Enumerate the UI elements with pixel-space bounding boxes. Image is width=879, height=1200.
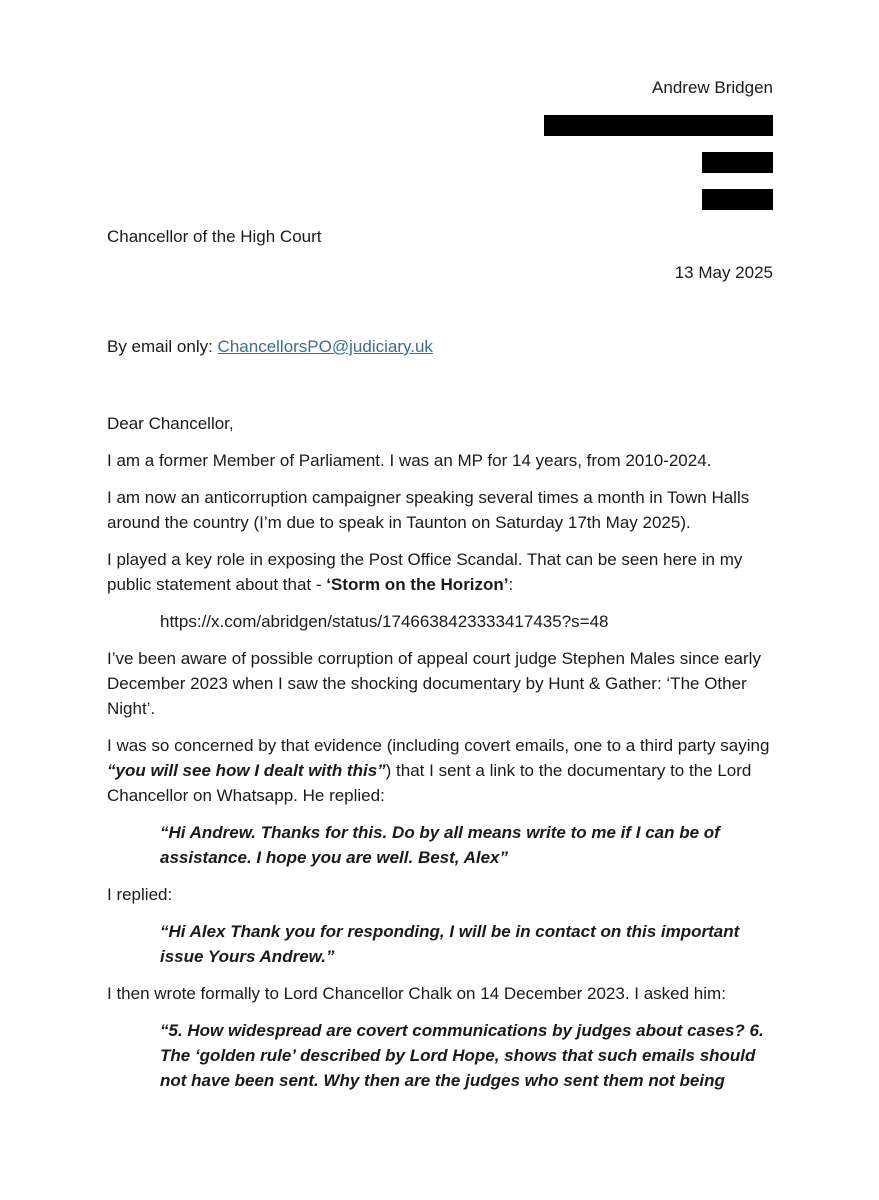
redacted-address-line-1: [544, 115, 773, 136]
quote-3: “5. How widespread are covert communications by judges about cases? 6. The ‘golden rule’ described by Lord Hope, shows that such emails should not have been sent. Why then are the judges who sent them not being: [160, 1021, 764, 1090]
email-link[interactable]: ChancellorsPO@judiciary.uk: [217, 337, 433, 356]
recipient: Chancellor of the High Court: [107, 227, 322, 246]
letter-body: [107, 411, 777, 1105]
paragraph-5-b: ) that I sent a link to the documentary to the Lord Chancellor on Whatsapp. He replied:: [107, 761, 752, 805]
sender-name: Andrew Bridgen: [652, 78, 773, 97]
paragraph-2: I am now an anticorruption campaigner speaking several times a month in Town Halls around the country (I’m due to speak in Taunton on Saturday 17th May 2025).: [107, 488, 750, 532]
statement-link: https://x.com/abridgen/status/1746638423333417435?s=48: [160, 612, 609, 631]
quote-1: “Hi Andrew. Thanks for this. Do by all means write to me if I can be of assistance. I hope you are well. Best, Alex”: [160, 823, 720, 867]
redacted-address-line-2: [702, 152, 773, 173]
replied-line: I replied:: [107, 885, 173, 904]
paragraph-5: [107, 733, 777, 808]
paragraph-3-text: I played a key role in exposing the Post Office Scandal. That can be seen here in my public statement about that -: [107, 550, 743, 594]
letter-date: 13 May 2025: [674, 263, 773, 282]
statement-title: ‘Storm on the Horizon’: [326, 575, 509, 594]
email-prefix: By email only:: [107, 337, 218, 356]
email-line: [107, 337, 433, 357]
paragraph-5-a: I was so concerned by that evidence (including covert emails, one to a third party saying: [107, 736, 770, 755]
salutation: Dear Chancellor,: [107, 414, 234, 433]
paragraph-3: [107, 547, 777, 597]
paragraph-6: I then wrote formally to Lord Chancellor Chalk on 14 December 2023. I asked him:: [107, 984, 726, 1003]
paragraph-4: I’ve been aware of possible corruption of appeal court judge Stephen Males since early December 2023 when I saw the shocking documentary by Hunt & Gather: ‘The Other Night’.: [107, 649, 761, 718]
quote-2: “Hi Alex Thank you for responding, I will be in contact on this important issue Yours Andrew.”: [160, 922, 740, 966]
paragraph-1: I am a former Member of Parliament. I was an MP for 14 years, from 2010-2024.: [107, 451, 712, 470]
paragraph-5-quote: “you will see how I dealt with this”: [107, 761, 386, 780]
redacted-address-line-3: [702, 189, 773, 210]
paragraph-3-end: :: [508, 575, 514, 594]
